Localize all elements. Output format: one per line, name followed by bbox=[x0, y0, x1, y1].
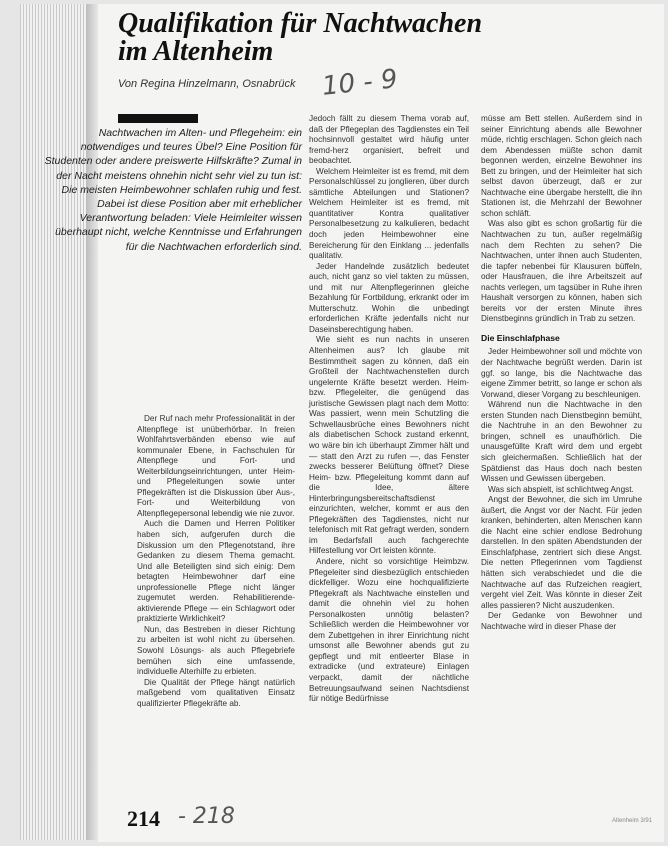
abstract-rule bbox=[118, 114, 198, 123]
article-author: Von Regina Hinzelmann, Osnabrück bbox=[118, 78, 296, 90]
page-footer: Altenheim 3/91 bbox=[612, 818, 653, 824]
paragraph: Der Gedanke von Bewohner und Nachtwache wird in dieser Phase der bbox=[481, 611, 642, 631]
paragraph: Jeder Handelnde zusätzlich bedeutet auch, nicht ganz so viel takten zu müssen, und mit nur Altenpflegerinnen gleiche Bezahlung für Fortbildung, erkrankt oder im Mutterschutz. Wohin die unbedingt erforderlichen Kräfte jedenfalls nicht nur Daseinsberechtigung haben. bbox=[309, 261, 469, 334]
paragraph: Auch die Damen und Herren Politiker haben sich, aufgerufen durch die Diskussion um den Pflegenotstand, ihre Gedanken zu diesem Thema gemacht. Und alle Beteiligten sind sich einig: Dem betagten Heimbewohner darf eine unprofessionelle Pflege nicht länger zugemutet werden. Rehabilitierende-aktivierende Pflege — ein Schlagwort oder praktizierte Wirklichkeit? bbox=[137, 519, 295, 624]
section-heading: Die Einschlafphase bbox=[481, 332, 560, 343]
paragraph: Was also gibt es schon großartig für die Nachtwachen zu tun, außer regelmäßig nach dem Rechten zu sehen? Die Nachtwachen, unter ihnen auch Studenten, die tapfer nebenbei für Klausuren büffeln, oder Hausfrauen, die ihre Arbeitszeit auf nachts verlegen, um tagsüber in Ruhe ihren Haushalt versorgen zu können, haben sich bereits vor der ersten Minute ihres Dienstbeginns gründlich in Trab zu setzen. bbox=[481, 219, 642, 324]
article-title-line-1: Qualifikation für Nachtwachen bbox=[118, 8, 483, 39]
paragraph: Jeder Heimbewohner soll und möchte von der Nachtwache begrüßt werden. Darin ist ggf. so lange, bis die Nachtwache das eigene Zimmer betritt, so lange er schon als Vorwand, dieser Vorgang zu beschleunigen. bbox=[481, 347, 642, 399]
article-title-line-2: im Altenheim bbox=[118, 36, 274, 67]
paragraph: Andere, nicht so vorsichtige Heimbzw. Pflegeleiter sind diesbezüglich entschieden dickfelliger. Wozu eine hochqualifizierte Pflegekraft als Nachtwache einstellen und damit die ohnehin viel zu hohen Personalkosten unnötig belasten? Schließlich werden die Heimbewohner vor dem Zubettgehen in ihrer Einrichtung nicht umsonst alle Bewohner abends gut zu gepflegt und mit entleerter Blase in extradicke (und extrateure) Einlagen verpackt, damit der nächtliche Betreuungsaufwand seinen Nachtsdienst für nötige Bedürfnisse bbox=[309, 556, 469, 704]
paragraph: Die Qualität der Pflege hängt natürlich maßgebend vom qualitativen Einsatz qualifizierter Pflegekräfte ab. bbox=[137, 677, 295, 708]
paragraph: Welchem Heimleiter ist es fremd, mit dem Personalschlüssel zu jonglieren, über durch sämtliche Abteilungen und Stationen? Welchem Heimleiter ist es fremd, mit quantitativer Kontra qualitativer Personalbesetzung zu kalkulieren, bedacht doch jeden Heimbewohner eine Bereicherung für den Einklang ... jedenfalls qualitativ. bbox=[309, 166, 469, 261]
paragraph: Wie sieht es nun nachts in unseren Altenheimen aus? Ich glaube mit Bestimmtheit sagen zu können, daß ein Großteil der Nachtwachenstellen durch ungelernte Kräfte besetzt werden. Heim- bzw. Pflegeleiter, die genügend das juristische Gewissen plagt nach dem Motto: Was passiert, wenn mein Schutzling die Schwellausbrüche eines Bewohners nicht als diabetischen Schock zustand erkennt, wo wäre bin ich überhaupt Zimmer hält und — statt den Arzt zu rufen —, das Fenster zwecks besserer Belüftung öffnet? Diese Heim- bzw. Pflegeleitung kommt dann auf die Idee, ältere Hinterbringungsbereitschaftsdienst einzurichten, welcher, kommt er aus den Pflegekräften des Tagdienstes, nicht nur telefonisch mit Rat gefragt werden, sondern im Bedarfsfall auch fachgerechte Hilfestellung vor Ort leisten könnte. bbox=[309, 335, 469, 556]
handwritten-note: 10 - 9 bbox=[320, 64, 399, 102]
article-title bbox=[118, 10, 548, 66]
paragraph: Jedoch fällt zu diesem Thema vorab auf, daß der Pflegeplan des Tagdienstes ein Teil hochsinnvoll gestaltet wird häufig unter fremd-herz organisiert, befreit und beobachtet. bbox=[309, 114, 469, 166]
paragraph: Nun, das Bestreben in dieser Richtung zu arbeiten ist wohl nicht zu übersehen. Sowohl Lösungs- als auch Pflegebriefe bemühen sich eine umfassende, individuelle Alterhilfe zu erbieten. bbox=[137, 624, 295, 677]
article-abstract: Nachtwachen im Alten- und Pflegeheim: ein notwendiges und teures Übel? Eine Position für Studenten oder andere preiswerte Hilfskräfte? Zumal in der Nacht meistens ohnehin nicht sehr viel zu tun ist: Die meisten Heimbewohner schlafen ruhig und fest. Dabei ist diese Position aber mit erheblicher Verantwortung beladen: Viele Heimleiter wissen überhaupt nicht, welche Kenntnisse und Erfahrungen für die Nachtwachen erforderlich sind. bbox=[44, 127, 302, 253]
paragraph: Was sich abspielt, ist schlichtweg Angst. bbox=[488, 484, 634, 494]
paragraph: müsse am Bett stellen. Außerdem sind in seiner Einrichtung abends alle Bewohner müde, richtig erschlagen. Schon gleich nach dem Abendessen müßte schon damit begonnen werden, einzelne Bewohner ins Bett zu bringen, und der Heimleiter hat sich selbst davon überzeugt, daß er zur Nachtwache eine übergabe herstellt, die ihn Stationen ist, die Mehrzahl der Bewohner schon schläft. bbox=[481, 114, 642, 218]
text-column-1 bbox=[137, 414, 295, 709]
text-column-2 bbox=[309, 114, 469, 705]
paragraph: Während nun die Nachtwache in den ersten Stunden nach Dienstbeginn bemüht, die Nachtruhe in an den Bewohner zu bringen, schnell es unaufhörlich. Die unausgefüllte Kraft wird dem und ergebt sich gleichermaßen. Schließlich hat der Spätdienst das Haus doch nach besten Wissen und Gewissen übergeben. bbox=[481, 400, 642, 484]
handwritten-page-number: - 218 bbox=[178, 804, 235, 829]
paragraph: Der Ruf nach mehr Professionalität in der Altenpflege ist unüberhörbar. In freien Wohlfahrtsverbänden ebenso wie auf kommunaler Ebene, in Fachschulen für Altenpflege und Fort- und Weiterbildungseinrichtungen, unter Heim- und Pflegeleitungen sowie unter Pflegekräften ist die Diskussion über Aus-, Fort- und Weiterbildung von Altenpflegepersonal lebendig wie nie zuvor. bbox=[137, 414, 295, 518]
text-column-3 bbox=[481, 114, 642, 632]
page-number: 214 bbox=[127, 806, 160, 831]
paragraph: Angst der Bewohner, die sich im Umruhe äußert, die Angst vor der Nacht. Für jeden kranken, behinderten, alten Menschen kann die Nacht eine schier endlose Bedrohung darstellen. In den späten Abendstunden der Einschlafphase, zentriert sich diese Angst. Die netten Pflegerinnen vom Tagdienst hätten sich verabschiedet und die die Nachtwache auf das Rufzeichen reagiert, vergeht viel Zeit. Was könnte in dieser Zeit alles passieren? Nicht auszudenken. bbox=[481, 495, 642, 610]
